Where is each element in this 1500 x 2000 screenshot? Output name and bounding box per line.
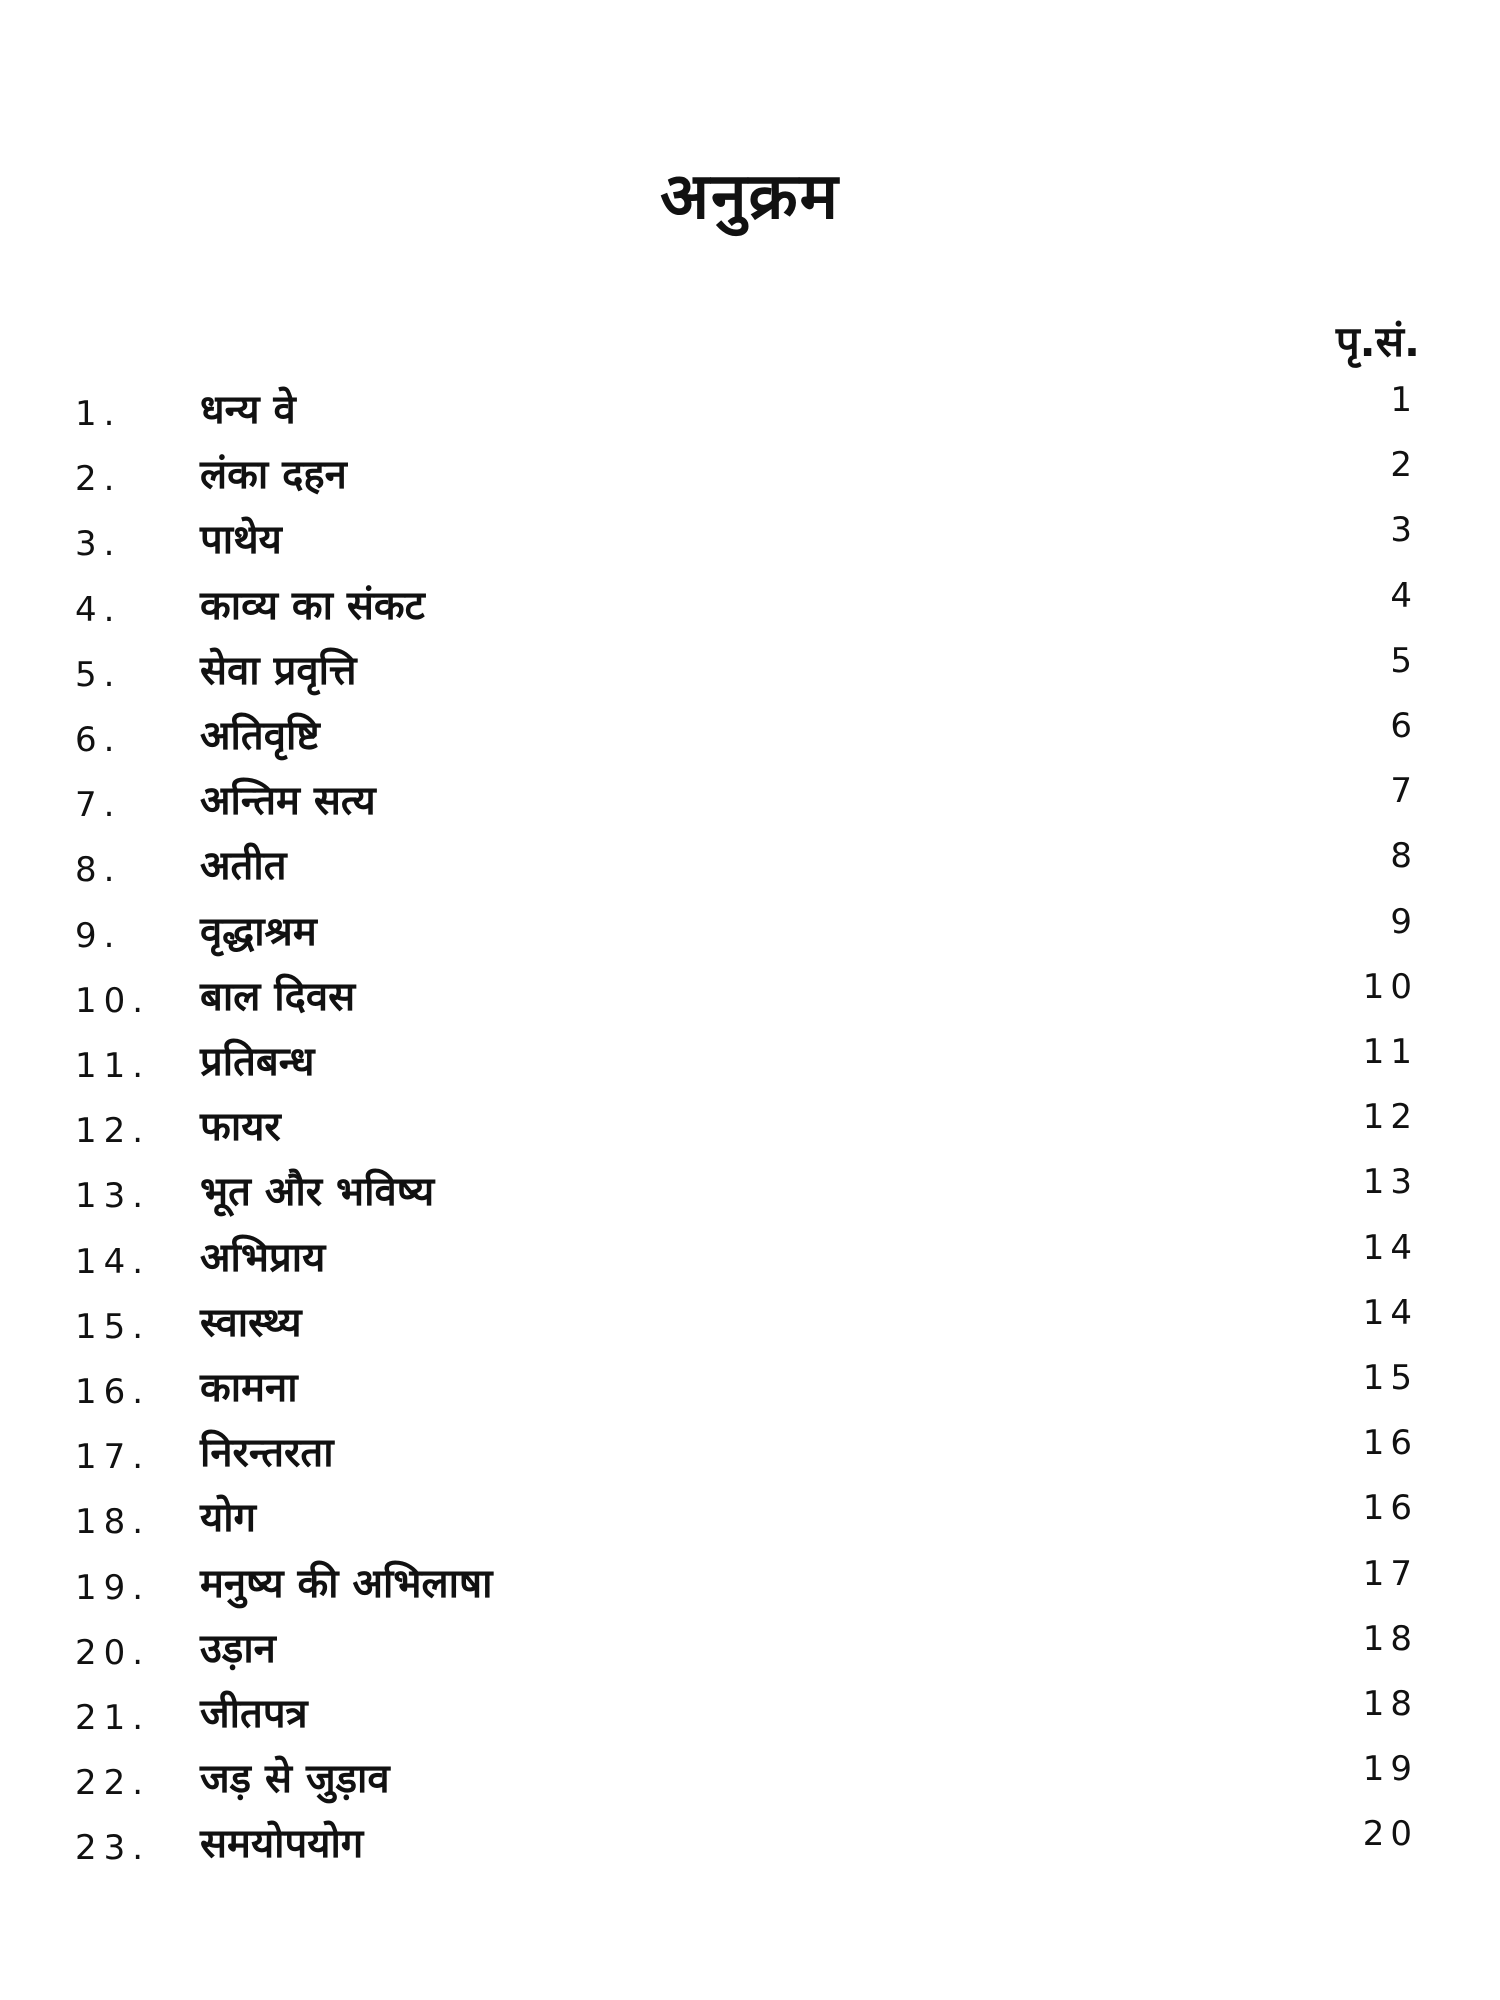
toc-entry xyxy=(0,1554,1500,1614)
entry-number: 12. xyxy=(75,1111,151,1152)
entry-number: 7. xyxy=(75,785,122,826)
entry-page-number: 6 xyxy=(1390,706,1418,746)
entry-title: प्रतिबन्ध xyxy=(200,1039,315,1085)
entry-number: 3. xyxy=(75,524,122,565)
toc-entry xyxy=(0,706,1500,766)
toc-entry xyxy=(0,967,1500,1027)
toc-entry xyxy=(0,1097,1500,1157)
entry-page-number: 16 xyxy=(1362,1488,1418,1529)
entry-number: 17. xyxy=(75,1437,151,1478)
entry-number: 8. xyxy=(75,850,122,891)
entry-page-number: 14 xyxy=(1362,1292,1418,1333)
entry-title: भूत और भविष्य xyxy=(200,1169,435,1216)
entry-number: 19. xyxy=(75,1567,151,1608)
entry-number: 16. xyxy=(75,1372,151,1412)
entry-number: 20. xyxy=(75,1632,151,1673)
entry-title: वृद्धाश्रम xyxy=(200,908,317,955)
toc-entry xyxy=(0,1293,1500,1353)
toc-entry xyxy=(0,641,1500,701)
toc-entry xyxy=(0,1684,1500,1744)
entry-title: अतीत xyxy=(200,843,287,890)
entry-title: कामना xyxy=(200,1365,298,1411)
entry-page-number: 18 xyxy=(1362,1618,1418,1659)
entry-page-number: 12 xyxy=(1362,1097,1418,1138)
entry-title: धन्य वे xyxy=(200,387,296,433)
toc-entry xyxy=(0,1488,1500,1548)
entry-title: जीतपत्र xyxy=(200,1691,308,1737)
entry-number: 15. xyxy=(75,1306,151,1347)
entry-number: 11. xyxy=(75,1046,151,1086)
entry-title: सेवा प्रवृत्ति xyxy=(200,647,357,694)
entry-title: योग xyxy=(200,1495,257,1542)
entry-number: 22. xyxy=(75,1763,151,1804)
toc-entry xyxy=(0,1423,1500,1483)
entry-title: जड़ से जुड़ाव xyxy=(200,1756,390,1803)
toc-entry xyxy=(0,1228,1500,1288)
toc-entry xyxy=(0,576,1500,636)
entry-title: मनुष्य की अभिलाषा xyxy=(200,1560,493,1607)
toc-entry xyxy=(0,902,1500,962)
toc-entry xyxy=(0,771,1500,831)
entry-number: 6. xyxy=(75,720,122,760)
entry-number: 10. xyxy=(75,980,151,1021)
entry-page-number: 8 xyxy=(1390,836,1418,877)
entry-title: उड़ान xyxy=(200,1625,276,1672)
toc-entry xyxy=(0,1749,1500,1809)
entry-number: 9. xyxy=(75,915,122,956)
toc-entry xyxy=(0,445,1500,505)
entry-page-number: 10 xyxy=(1362,966,1418,1007)
toc-entry xyxy=(0,380,1500,440)
entry-title: समयोपयोग xyxy=(200,1821,364,1868)
entry-page-number: 18 xyxy=(1362,1684,1418,1724)
entry-page-number: 11 xyxy=(1362,1032,1418,1072)
entry-number: 21. xyxy=(75,1698,151,1738)
page-number-column-header: पृ.सं. xyxy=(1335,317,1420,366)
toc-entry xyxy=(0,1358,1500,1418)
entry-number: 5. xyxy=(75,654,122,695)
entry-number: 2. xyxy=(75,459,122,500)
toc-entry xyxy=(0,836,1500,896)
entry-number: 4. xyxy=(75,589,122,630)
entry-title: काव्य का संकट xyxy=(200,582,425,629)
entry-title: लंका दहन xyxy=(200,452,347,499)
entry-title: फायर xyxy=(200,1104,281,1151)
entry-number: 1. xyxy=(75,394,122,434)
toc-entry xyxy=(0,1814,1500,1874)
entry-page-number: 7 xyxy=(1390,771,1418,812)
entry-page-number: 2 xyxy=(1390,445,1418,486)
entry-title: पाथेय xyxy=(200,517,282,564)
entry-number: 23. xyxy=(75,1828,151,1869)
entry-page-number: 20 xyxy=(1362,1814,1418,1855)
page-title: अनुक्रम xyxy=(660,160,840,234)
entry-number: 18. xyxy=(75,1502,151,1543)
entry-page-number: 17 xyxy=(1362,1553,1418,1594)
entry-page-number: 16 xyxy=(1362,1423,1418,1464)
entry-title: अभिप्राय xyxy=(200,1234,326,1281)
entry-page-number: 3 xyxy=(1390,510,1418,551)
entry-page-number: 4 xyxy=(1390,575,1418,616)
toc-entry xyxy=(0,1619,1500,1679)
entry-page-number: 13 xyxy=(1362,1162,1418,1203)
entry-page-number: 1 xyxy=(1390,380,1418,420)
entry-page-number: 19 xyxy=(1362,1749,1418,1790)
entry-title: अतिवृष्टि xyxy=(200,713,320,759)
entry-title: बाल दिवस xyxy=(200,973,356,1020)
entry-title: निरन्तरता xyxy=(200,1430,334,1477)
toc-entry xyxy=(0,1162,1500,1222)
toc-entry xyxy=(0,510,1500,570)
entry-page-number: 15 xyxy=(1362,1358,1418,1398)
entry-title: अन्तिम सत्य xyxy=(200,778,376,825)
entry-page-number: 14 xyxy=(1362,1227,1418,1268)
entry-page-number: 9 xyxy=(1390,901,1418,942)
toc-entry xyxy=(0,1032,1500,1092)
entry-title: स्वास्थ्य xyxy=(200,1299,302,1346)
entry-number: 13. xyxy=(75,1176,151,1217)
entry-number: 14. xyxy=(75,1241,151,1282)
entry-page-number: 5 xyxy=(1390,640,1418,681)
